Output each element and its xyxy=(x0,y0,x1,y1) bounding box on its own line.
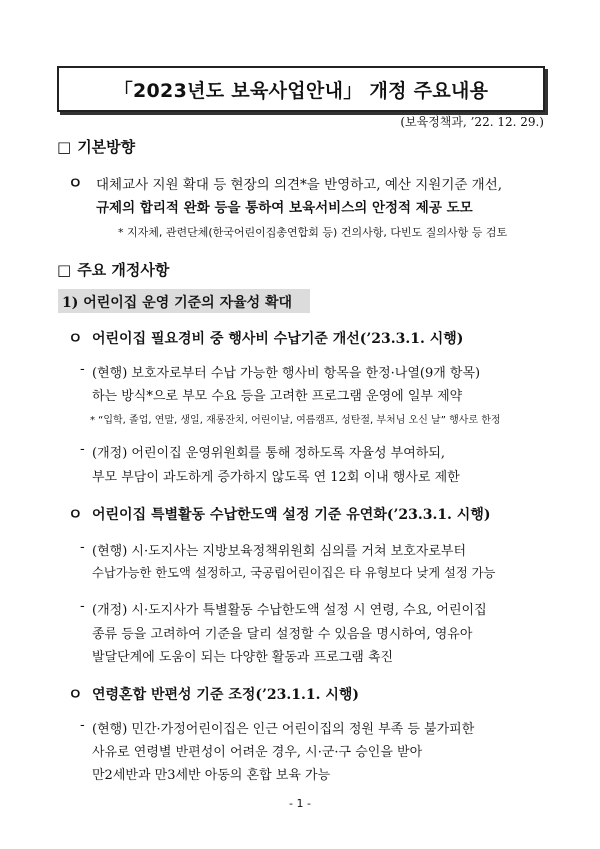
basic-line-1: 대체교사 지원 확대 등 현장의 의견*을 반영하고, 예산 지원기준 개선, xyxy=(96,177,503,193)
dash-icon: - xyxy=(80,599,85,614)
sub1-revised-1: (개정) 어린이집 운영위원회를 통해 정하도록 자율성 부여하되, xyxy=(92,446,446,461)
bullet-icon: ㅇ xyxy=(68,685,83,703)
section-box-icon: □ xyxy=(57,261,72,279)
sub3-current-2: 사유로 연령별 반편성이 어려운 경우, 시·군·구 승인을 받아 xyxy=(92,745,423,760)
sub3-current-3: 만2세반과 만3세반 아동의 혼합 보육 가능 xyxy=(92,768,331,783)
bullet-icon: ㅇ xyxy=(68,505,83,523)
title-box xyxy=(57,66,545,112)
date-line: (보육정책과, ’22. 12. 29.) xyxy=(400,115,544,129)
dash-icon: - xyxy=(80,718,85,733)
sub2-current-2: 수납가능한 한도액 설정하고, 국공립어린이집은 타 유형보다 낮게 설정 가능 xyxy=(92,566,496,580)
basic-note: * 지자체, 관련단체(한국어린이집총연합회 등) 건의사항, 다빈도 질의사항 등 검토 xyxy=(118,226,508,239)
sub2-revised-3: 발달단계에 도움이 되는 다양한 활동과 프로그램 촉진 xyxy=(92,650,394,665)
dash-icon: - xyxy=(80,540,85,555)
sub2-current-1: (현행) 시·도지사는 지방보육정책위원회 심의를 거쳐 보호자로부터 xyxy=(92,544,467,559)
sub3-current-1: (현행) 민간·가정어린이집은 인근 어린이집의 정원 부족 등 불가피한 xyxy=(92,722,475,737)
page-number: - 1 - xyxy=(289,797,311,810)
sub1-current-2: 하는 방식*으로 부모 수요 등을 고려한 프로그램 운영에 일부 제약 xyxy=(92,389,463,404)
sub1-current-1: (현행) 보호자로부터 수납 가능한 행사비 항목을 한정·나열(9개 항목) xyxy=(92,366,481,381)
section-changes-heading xyxy=(57,259,169,280)
sub2-revised-2: 종류 등을 고려하여 기준을 달리 설정할 수 있음을 명시하여, 영유아 xyxy=(92,627,473,642)
sub3-heading: 연령혼합 반편성 기준 조정(’23.1.1. 시행) xyxy=(92,687,360,703)
section-box-icon: □ xyxy=(57,138,72,156)
bullet-icon: ㅇ xyxy=(68,174,83,192)
sub1-heading: 어린이집 필요경비 중 행사비 수납기준 개선(’23.3.1. 시행) xyxy=(92,331,464,347)
section-changes-label: 주요 개정사항 xyxy=(77,261,170,279)
bullet-icon: ㅇ xyxy=(68,329,83,347)
dash-icon: - xyxy=(80,362,85,377)
sub1-revised-2: 부모 부담이 과도하게 증가하지 않도록 연 12회 이내 행사로 제한 xyxy=(92,470,460,485)
sub1-note: * “입학, 졸업, 연말, 생일, 재롱잔치, 어린이날, 여름캠프, 성탄절, 부처님 오신 날” 행사로 한정 xyxy=(90,415,501,426)
sub2-heading: 어린이집 특별활동 수납한도액 설정 기준 유연화(’23.3.1. 시행) xyxy=(92,507,491,523)
document-title: 「2023년도 보육사업안내」 개정 주요내용 xyxy=(113,79,489,102)
item1-heading: 1) 어린이집 운영 기준의 자율성 확대 xyxy=(62,295,293,311)
section-basic-label: 기본방향 xyxy=(77,138,136,156)
section-basic-heading xyxy=(57,136,135,157)
dash-icon: - xyxy=(80,442,85,457)
basic-line-2: 규제의 합리적 완화 등을 통하여 보육서비스의 안정적 제공 도모 xyxy=(96,200,473,216)
sub2-revised-1: (개정) 시·도지사가 특별활동 수납한도액 설정 시 연령, 수요, 어린이집 xyxy=(92,603,487,618)
